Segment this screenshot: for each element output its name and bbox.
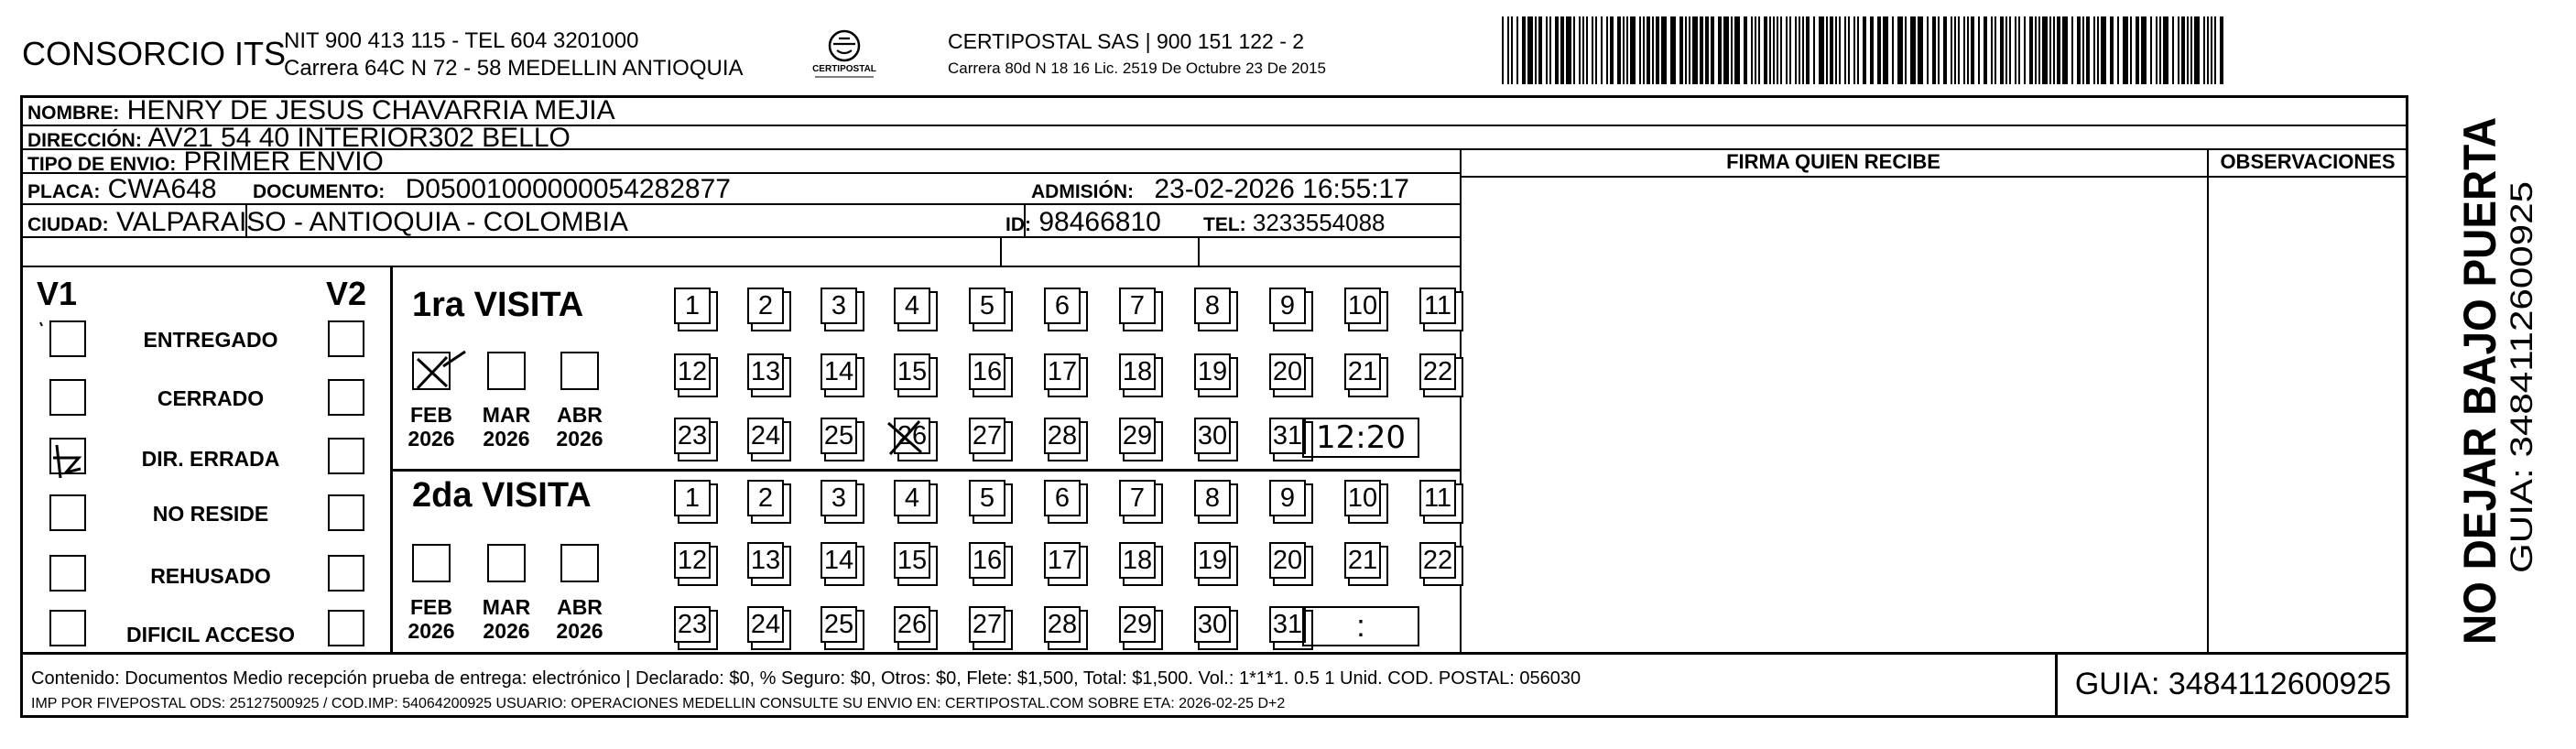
visit1-title: 1ra VISITA — [412, 286, 584, 324]
visit1-day-16[interactable]: 16 — [969, 353, 1005, 390]
ciudad-field — [27, 207, 628, 238]
visit2-day-14[interactable]: 14 — [821, 542, 857, 579]
rehusado-v1-checkbox[interactable] — [49, 555, 86, 592]
placa-label: PLACA: — [27, 181, 101, 202]
certipostal-logo — [806, 27, 883, 81]
id-value: 98466810 — [1038, 207, 1161, 237]
visit2-day-16[interactable]: 16 — [969, 542, 1005, 579]
visit1-day-22[interactable]: 22 — [1419, 353, 1456, 390]
visit1-day-21[interactable]: 21 — [1344, 353, 1381, 390]
visit1-day-6[interactable]: 6 — [1044, 288, 1081, 324]
nombre-label: NOMBRE: — [27, 103, 120, 124]
visit1-day-27[interactable]: 27 — [969, 418, 1005, 454]
visit2-day-27[interactable]: 27 — [969, 606, 1005, 643]
side-warning: NO DEJAR BAJO PUERTA — [2454, 71, 2505, 645]
visit1-time-field[interactable]: 12:20 — [1302, 418, 1419, 458]
visit2-mar-label: MAR 2026 — [482, 595, 531, 643]
company-name: CONSORCIO ITS — [22, 35, 287, 72]
tipo-envio-field — [27, 147, 384, 178]
observaciones-header: OBSERVACIONES — [2220, 150, 2396, 173]
visit1-day-11[interactable]: 11 — [1419, 288, 1456, 324]
visit2-day-15[interactable]: 15 — [894, 542, 930, 579]
visit1-abr-checkbox[interactable] — [560, 352, 599, 390]
visit1-day-28[interactable]: 28 — [1044, 418, 1081, 454]
dificil-acceso-v2-checkbox[interactable] — [328, 610, 364, 646]
visit1-abr-label: ABR 2026 — [556, 403, 603, 450]
visit2-day-31[interactable]: 31 — [1269, 606, 1306, 643]
visit2-abr-checkbox[interactable] — [560, 544, 599, 582]
visit2-day-17[interactable]: 17 — [1044, 542, 1081, 579]
nombre-value: HENRY DE JESUS CHAVARRIA MEJIA — [126, 95, 615, 125]
visit2-day-19[interactable]: 19 — [1194, 542, 1231, 579]
ciudad-value: VALPARAISO - ANTIOQUIA - COLOMBIA — [116, 207, 629, 237]
visit2-day-4[interactable]: 4 — [894, 480, 930, 516]
visit2-day-6[interactable]: 6 — [1044, 480, 1081, 516]
side-panel — [2413, 0, 2569, 749]
visit2-mar-checkbox[interactable] — [487, 544, 526, 582]
visit2-day-25[interactable]: 25 — [821, 606, 857, 643]
barcode — [1502, 16, 2230, 84]
dir-errada-v1-checkbox[interactable] — [49, 438, 86, 474]
visit2-day-13[interactable]: 13 — [747, 542, 784, 579]
visit1-day-25[interactable]: 25 — [821, 418, 857, 454]
dir-errada-v2-checkbox[interactable] — [328, 438, 364, 474]
cerrado-v2-checkbox[interactable] — [328, 379, 364, 416]
entregado-label: ENTREGADO — [143, 328, 278, 352]
cerrado-label: CERRADO — [157, 386, 265, 410]
visit1-day-4[interactable]: 4 — [894, 288, 930, 324]
tel-field — [1203, 209, 1386, 237]
placa-value: CWA648 — [107, 174, 217, 204]
visit2-day-10[interactable]: 10 — [1344, 480, 1381, 516]
visit1-day-10[interactable]: 10 — [1344, 288, 1381, 324]
admision-field — [1031, 174, 1409, 205]
nit-line: NIT 900 413 115 - TEL 604 3201000 — [284, 28, 639, 53]
visit2-day-12[interactable]: 12 — [674, 542, 711, 579]
company-address: Carrera 64C N 72 - 58 MEDELLIN ANTIOQUIA — [284, 56, 744, 81]
tel-value: 3233554088 — [1252, 209, 1386, 236]
visit2-day-1[interactable]: 1 — [674, 480, 711, 516]
visit2-abr-label: ABR 2026 — [556, 595, 603, 643]
visit2-day-21[interactable]: 21 — [1344, 542, 1381, 579]
no-reside-label: NO RESIDE — [152, 502, 269, 526]
direccion-label: DIRECCIÓN: — [27, 130, 142, 151]
certipostal-address: Carrera 80d N 18 16 Lic. 2519 De Octubre 23 De 2015 — [948, 60, 1326, 77]
tel-label: TEL: — [1203, 214, 1246, 235]
visit1-day-24[interactable]: 24 — [747, 418, 784, 454]
documento-field — [253, 174, 731, 205]
visit2-day-24[interactable]: 24 — [747, 606, 784, 643]
visit1-day-29[interactable]: 29 — [1119, 418, 1156, 454]
v2-label: V2 — [326, 275, 367, 312]
cerrado-v1-checkbox[interactable] — [49, 379, 86, 416]
v1-label: V1 — [37, 275, 78, 312]
visit2-day-23[interactable]: 23 — [674, 606, 711, 643]
rehusado-v2-checkbox[interactable] — [328, 555, 364, 592]
tipo-envio-label: TIPO DE ENVIO: — [27, 154, 177, 175]
id-label: ID: — [1005, 214, 1031, 235]
tipo-envio-value: PRIMER ENVIO — [183, 147, 384, 177]
ciudad-label: CIUDAD: — [27, 214, 109, 235]
visit1-feb-checkbox[interactable] — [412, 352, 451, 390]
visit1-day-26[interactable]: 26 — [894, 418, 930, 454]
no-reside-v2-checkbox[interactable] — [328, 494, 364, 531]
footer-guia: GUIA: 3484112600925 — [2055, 654, 2408, 718]
visit1-mar-checkbox[interactable] — [487, 352, 526, 390]
certipostal-line: CERTIPOSTAL SAS | 900 151 122 - 2 — [948, 29, 1305, 53]
direccion-value: AV21 54 40 INTERIOR302 BELLO — [147, 123, 571, 153]
visit2-day-30[interactable]: 30 — [1194, 606, 1231, 643]
visit2-day-22[interactable]: 22 — [1419, 542, 1456, 579]
visit2-day-26[interactable]: 26 — [894, 606, 930, 643]
visit2-day-28[interactable]: 28 — [1044, 606, 1081, 643]
documento-label: DOCUMENTO: — [253, 181, 386, 202]
documento-value: D05001000000054282877 — [405, 174, 731, 204]
admision-label: ADMISIÓN: — [1031, 181, 1134, 202]
visit2-day-20[interactable]: 20 — [1269, 542, 1306, 579]
dificil-acceso-v1-checkbox[interactable] — [49, 610, 86, 646]
firma-header: FIRMA QUIEN RECIBE — [1726, 150, 1940, 173]
visit1-day-14[interactable]: 14 — [821, 353, 857, 390]
company-contact — [284, 27, 744, 82]
dificil-acceso-label: DIFICIL ACCESO — [125, 623, 295, 646]
visit1-day-2[interactable]: 2 — [747, 288, 784, 324]
visit1-day-9[interactable]: 9 — [1269, 288, 1306, 324]
side-guia: GUIA: 3484112600925 — [2505, 256, 2539, 573]
visit1-day-19[interactable]: 19 — [1194, 353, 1231, 390]
no-reside-v1-checkbox[interactable] — [49, 494, 86, 531]
visit1-day-1[interactable]: 1 — [674, 288, 711, 324]
visit1-mar-label: MAR 2026 — [482, 403, 531, 450]
visit2-title: 2da VISITA — [412, 476, 592, 515]
visit2-day-11[interactable]: 11 — [1419, 480, 1456, 516]
visit1-day-5[interactable]: 5 — [969, 288, 1005, 324]
visit1-day-30[interactable]: 30 — [1194, 418, 1231, 454]
visit2-day-8[interactable]: 8 — [1194, 480, 1231, 516]
footer-imp: IMP POR FIVEPOSTAL ODS: 25127500925 / COD.IMP: 54064200925 USUARIO: OPERACIONES MEDELLIN CONSULTE SU ENVIO EN: CERTIPOSTAL.COM SOBRE ETA: 2026-02-25 D+2 — [31, 696, 1286, 711]
visit1-day-18[interactable]: 18 — [1119, 353, 1156, 390]
entregado-v2-checkbox[interactable] — [328, 320, 364, 357]
nombre-field — [27, 95, 615, 126]
footer-contenido: Contenido: Documentos Medio recepción prueba de entrega: electrónico | Declarado: $0, % Seguro: $0, Otros: $0, Flete: $1,500, Total: $1,500. Vol.: 1*1*1. 0.5 1 Unid. COD. POSTAL: 056030 — [31, 668, 1581, 689]
visit1-feb-label: FEB 2026 — [408, 403, 455, 450]
visit2-day-18[interactable]: 18 — [1119, 542, 1156, 579]
visit1-day-8[interactable]: 8 — [1194, 288, 1231, 324]
visit2-day-9[interactable]: 9 — [1269, 480, 1306, 516]
visit1-day-31[interactable]: 31 — [1269, 418, 1306, 454]
visit2-feb-label: FEB 2026 — [408, 595, 455, 643]
visit2-day-29[interactable]: 29 — [1119, 606, 1156, 643]
visit2-time-field[interactable]: : — [1302, 606, 1419, 646]
visit2-day-5[interactable]: 5 — [969, 480, 1005, 516]
certipostal-info — [948, 27, 1326, 82]
placa-field — [27, 174, 217, 205]
visit2-day-7[interactable]: 7 — [1119, 480, 1156, 516]
logo-text: CERTIPOSTAL — [812, 64, 876, 74]
visit1-day-20[interactable]: 20 — [1269, 353, 1306, 390]
visit2-feb-checkbox[interactable] — [412, 544, 451, 582]
visit1-day-7[interactable]: 7 — [1119, 288, 1156, 324]
visit1-day-15[interactable]: 15 — [894, 353, 930, 390]
visit2-day-2[interactable]: 2 — [747, 480, 784, 516]
visit1-day-17[interactable]: 17 — [1044, 353, 1081, 390]
visit1-day-3[interactable]: 3 — [821, 288, 857, 324]
admision-value: 23-02-2026 16:55:17 — [1154, 174, 1409, 204]
visit1-day-23[interactable]: 23 — [674, 418, 711, 454]
rehusado-label: REHUSADO — [150, 564, 271, 588]
dir-errada-label: DIR. ERRADA — [141, 447, 280, 471]
visit2-day-3[interactable]: 3 — [821, 480, 857, 516]
entregado-v1-checkbox[interactable] — [49, 320, 86, 357]
id-field — [1005, 207, 1161, 238]
visit1-day-12[interactable]: 12 — [674, 353, 711, 390]
visit1-day-13[interactable]: 13 — [747, 353, 784, 390]
